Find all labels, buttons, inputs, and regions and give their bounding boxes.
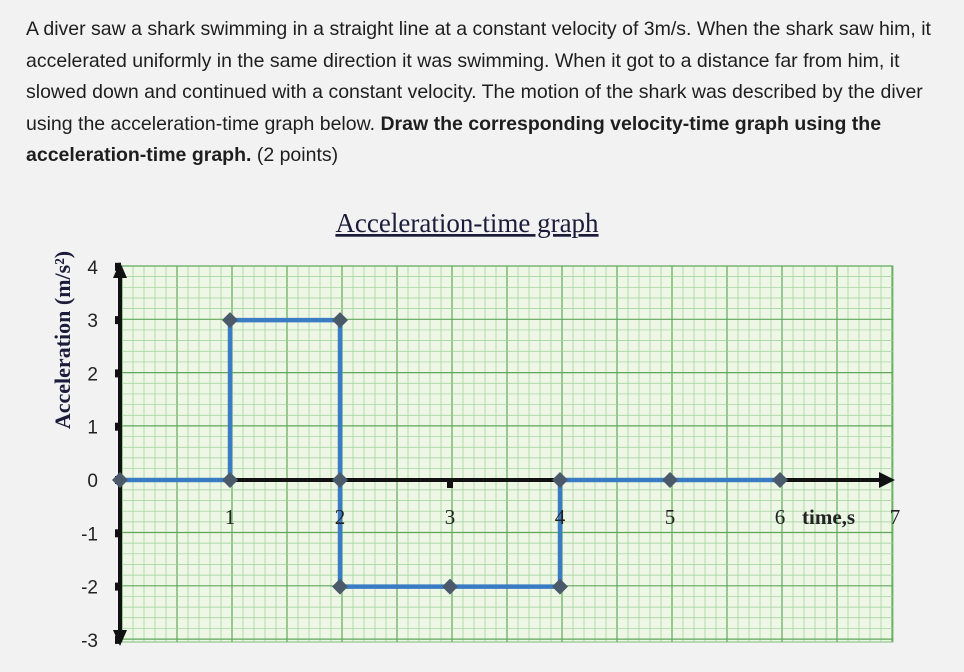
y-tick-mark: [115, 423, 121, 431]
x-tick-mark: [447, 478, 453, 488]
x-tick-label: 6: [774, 505, 786, 529]
y-tick-label: 2: [87, 364, 98, 386]
question-points: (2 points): [256, 144, 339, 166]
x-tick-label: 3: [444, 505, 456, 529]
x-axis-label: time,s: [802, 505, 856, 529]
y-tick-mark: [115, 263, 121, 271]
y-tick-label: 0: [87, 471, 98, 492]
y-tick-label: 1: [87, 417, 98, 439]
y-tick-label: 3: [87, 311, 98, 333]
y-tick-label: -1: [81, 524, 98, 546]
y-tick-mark: [115, 316, 121, 324]
y-tick-label: 4: [87, 257, 98, 279]
y-axis-label: Acceleration (m/s²): [50, 250, 75, 430]
y-tick-mark: [115, 583, 121, 591]
y-tick-mark: [115, 636, 121, 644]
chart-title: Acceleration-time graph: [335, 208, 599, 238]
x-tick-label: 4: [554, 505, 566, 529]
question-body: A diver saw a shark swimming in a straight line at a constant velocity of 3m/s. When the shark saw him, it accelerated uniformly in the same direction it was swimming. When it got to a distance far from him, it slowed down and continued with a constant velocity. The motion of the shark was described by the diver using the acceleration-time graph below.: [26, 18, 931, 135]
x-tick-label: 5: [664, 505, 676, 529]
x-tick-label: 7: [889, 505, 901, 529]
x-tick-label: 1: [224, 505, 236, 529]
x-tick-label: 2: [334, 505, 346, 529]
question-instruction: Draw the corresponding velocity-time graph using the acceleration-time graph.: [26, 112, 882, 166]
y-tick-mark: [115, 369, 121, 377]
y-tick-label: -2: [81, 577, 98, 599]
y-tick-mark: [115, 529, 121, 537]
y-tick-label: -3: [81, 630, 98, 652]
